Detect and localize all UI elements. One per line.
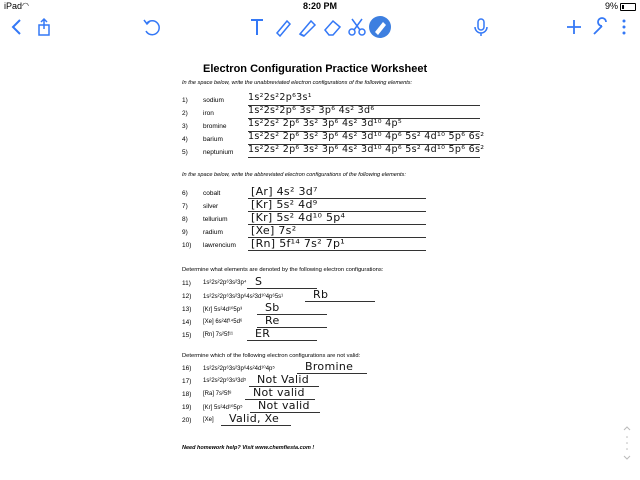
answer-line [221, 425, 291, 426]
back-icon[interactable] [6, 16, 28, 38]
wifi-icon: ◠ [22, 1, 29, 10]
pen-icon[interactable] [272, 16, 294, 38]
section1-instruction: In the space below, write the unabbreviated electron configurations of the following elements: [182, 80, 413, 86]
worksheet-title: Electron Configuration Practice Worksheet [203, 63, 428, 75]
section4-instruction: Determine which of the following electron configurations are not valid: [182, 353, 361, 359]
share-icon[interactable] [33, 16, 55, 38]
answer-line [305, 301, 375, 302]
question-number: 13) [182, 306, 192, 313]
handwritten-answer[interactable]: Rb [313, 288, 329, 301]
handwritten-answer[interactable]: S [255, 275, 263, 288]
electron-config: [Ra] 7s²5f⁸ [203, 391, 232, 397]
electron-config: [Kr] 5s²4d¹⁰5p⁵ [203, 405, 243, 411]
electron-config: 1s²2s²2p⁶3s²3p⁶4s²4d¹⁰4p⁵ [203, 366, 275, 372]
element-label: sodium [203, 97, 224, 104]
handwritten-answer[interactable]: Re [265, 314, 280, 327]
device-name: iPad [4, 1, 23, 11]
element-label: radium [203, 229, 223, 236]
handwritten-answer[interactable]: [Kr] 5s² 4d⁹ [251, 198, 318, 211]
question-number: 14) [182, 319, 192, 326]
handwritten-answer[interactable]: [Kr] 5s² 4d¹⁰ 5p⁴ [251, 211, 346, 224]
question-number: 1) [182, 97, 188, 104]
answer-line [248, 157, 480, 158]
electron-config: [Rn] 7s²5f¹¹ [203, 332, 234, 338]
battery-icon [620, 3, 636, 11]
handwritten-answer[interactable]: [Ar] 4s² 3d⁷ [251, 185, 318, 198]
microphone-icon[interactable] [470, 16, 492, 38]
element-label: barium [203, 136, 223, 143]
answer-line [247, 288, 317, 289]
question-number: 20) [182, 417, 192, 424]
handwritten-answer[interactable]: Not valid [253, 386, 305, 399]
handwritten-answer[interactable]: 1s²2s²2p⁶ 3s² 3p⁶ 4s² 3d⁶ [248, 105, 375, 116]
handwritten-answer[interactable]: ER [255, 327, 271, 340]
question-number: 17) [182, 378, 192, 385]
electron-config: [Xe] 6s²4f¹⁴5d⁶ [203, 319, 243, 325]
handwritten-answer[interactable]: Not valid [258, 399, 310, 412]
handwritten-answer[interactable]: [Rn] 5f¹⁴ 7s² 7p¹ [251, 237, 346, 250]
section3-instruction: Determine what elements are denoted by the following electron configurations: [182, 267, 384, 273]
section2-instruction: In the space below, write the abbreviated electron configurations of the following elements: [182, 172, 406, 178]
question-number: 15) [182, 332, 192, 339]
element-label: iron [203, 110, 214, 117]
electron-config: 1s²2s²2p⁶3s²3p⁴ [203, 280, 247, 286]
eraser-icon[interactable] [321, 16, 343, 38]
electron-config: [Kr] 5s²4d¹⁰5p³ [203, 307, 243, 313]
scissors-icon[interactable] [346, 16, 368, 38]
plus-icon[interactable] [563, 16, 585, 38]
handwritten-answer[interactable]: Sb [265, 301, 280, 314]
element-label: tellurium [203, 216, 228, 223]
question-number: 5) [182, 149, 188, 156]
handwritten-answer[interactable]: 1s²2s² 2p⁶ 3s² 3p⁶ 4s² 3d¹⁰ 4p⁵ [248, 118, 402, 129]
element-label: silver [203, 203, 219, 210]
question-number: 19) [182, 404, 192, 411]
answer-line [247, 340, 317, 341]
handwritten-answer[interactable]: 1s²2s² 2p⁶ 3s² 3p⁶ 4s² 3d¹⁰ 4p⁶ 5s² 4d¹⁰ 5p⁶ 6s² [248, 144, 485, 155]
wrench-icon[interactable] [589, 16, 611, 38]
element-label: neptunium [203, 149, 234, 156]
worksheet-page[interactable] [175, 52, 485, 472]
question-number: 16) [182, 365, 192, 372]
page-scroll-indicator[interactable] [622, 425, 632, 461]
element-label: cobalt [203, 190, 221, 197]
status-bar [0, 0, 640, 13]
handwritten-answer[interactable]: 1s²2s²2p⁶3s¹ [248, 92, 312, 103]
handwritten-answer[interactable]: 1s²2s² 2p⁶ 3s² 3p⁶ 4s² 3d¹⁰ 4p⁶ 5s² 4d¹⁰ 5p⁶ 6s² [248, 131, 485, 142]
handwritten-answer[interactable]: Bromine [305, 360, 354, 373]
question-number: 8) [182, 216, 188, 223]
question-number: 18) [182, 391, 192, 398]
question-number: 9) [182, 229, 188, 236]
handwritten-answer[interactable]: [Xe] 7s² [251, 224, 297, 237]
electron-config: [Xe] [203, 417, 214, 423]
element-label: lawrencium [203, 242, 236, 249]
highlighter-icon[interactable] [296, 16, 318, 38]
lasso-pen-icon[interactable] [369, 16, 391, 38]
answer-line [248, 250, 426, 251]
electron-config: 1s²2s²2p⁶3s³3d⁵ [203, 378, 247, 384]
question-number: 10) [182, 242, 192, 249]
question-number: 6) [182, 190, 188, 197]
annotation-toolbar [0, 13, 640, 41]
clock: 8:20 PM [302, 1, 337, 11]
electron-config: 1s²2s²2p⁶3s²3p⁶4s²3d¹⁰4p⁶5s¹ [203, 294, 284, 300]
question-number: 4) [182, 136, 188, 143]
question-number: 12) [182, 293, 192, 300]
question-number: 3) [182, 123, 188, 130]
question-number: 7) [182, 203, 188, 210]
question-number: 2) [182, 110, 188, 117]
handwritten-answer[interactable]: Not Valid [257, 373, 309, 386]
footer-link[interactable]: Need homework help? Visit www.chemfiesta.com ! [182, 445, 315, 451]
more-icon[interactable] [613, 16, 635, 38]
handwritten-answer[interactable]: Valid, Xe [229, 412, 280, 425]
element-label: bromine [203, 123, 227, 130]
text-tool-icon[interactable] [246, 16, 268, 38]
battery-percent: 9% [604, 1, 618, 11]
question-number: 11) [182, 280, 191, 287]
undo-icon[interactable] [140, 16, 162, 38]
